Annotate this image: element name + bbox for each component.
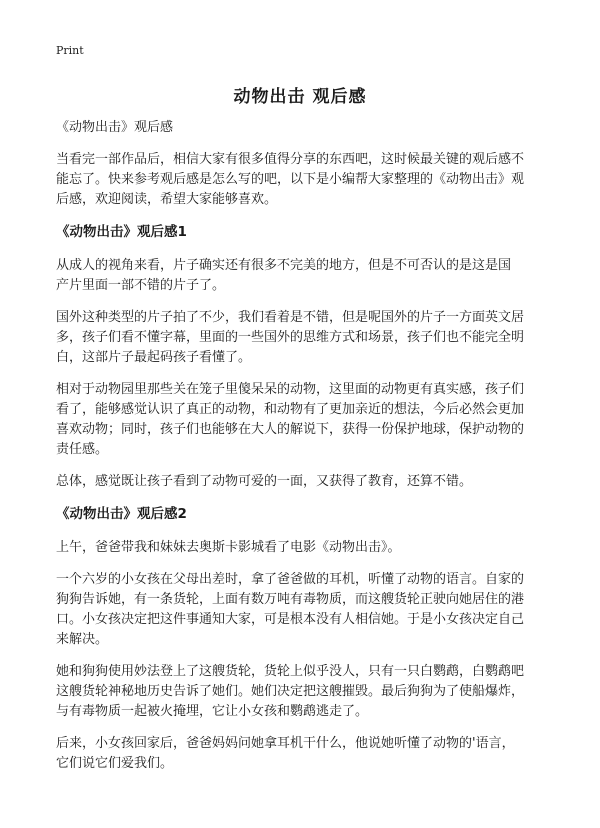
text-line: 国外这种类型的片子拍了不少，我们看着是不错，但是呢国外的片子一方面英文居 bbox=[56, 310, 525, 325]
text-line: 来解决。 bbox=[56, 632, 109, 647]
text-line: 口。小女孩决定把这件事通知大家，可是根本没有人相信她。于是小女孩决定自己 bbox=[56, 612, 525, 627]
section2-paragraph-1 bbox=[56, 538, 550, 558]
text-line: 后感，欢迎阅读，希望大家能够喜欢。 bbox=[56, 192, 278, 207]
text-line: 与有毒物质一起被火掩埋，它让小女孩和鹦鹉逃走了。 bbox=[56, 704, 369, 719]
text-line: 相对于动物园里那些关在笼子里傻呆呆的动物，这里面的动物更有真实感，孩子们 bbox=[56, 382, 525, 397]
section2-paragraph-3 bbox=[56, 662, 550, 722]
document-body bbox=[56, 118, 550, 786]
text-line: 后来，小女孩回家后，爸爸妈妈问她拿耳机干什么，他说她听懂了动物的'语言， bbox=[56, 736, 515, 751]
text-line: 能忘了。快来参考观后感是怎么写的吧，以下是小编帮大家整理的《动物出击》观 bbox=[56, 172, 525, 187]
text-line: 从成人的视角来看，片子确实还有很多不完美的地方，但是不可否认的是这是国 bbox=[56, 258, 512, 273]
text-line: 产片里面一部不错的片子了。 bbox=[56, 278, 226, 293]
document-subtitle: 《动物出击》观后感 bbox=[56, 120, 174, 135]
section-heading-1: 《动物出击》观后感1 bbox=[56, 224, 187, 240]
intro-paragraph bbox=[56, 150, 550, 210]
text-line: 喜欢动物；同时，孩子们也能够在大人的解说下，获得一份保护地球，保护动物的 bbox=[56, 422, 525, 437]
text-line: 总体，感觉既让孩子看到了动物可爱的一面，又获得了教育，还算不错。 bbox=[56, 474, 473, 489]
text-line: 白，这部片子最起码孩子看懂了。 bbox=[56, 350, 252, 365]
section1-paragraph-3 bbox=[56, 380, 550, 460]
text-line: 狗狗告诉她，有一条货轮，上面有数万吨有毒物质，而这艘货轮正驶向她居住的港 bbox=[56, 592, 525, 607]
text-line: 多，孩子们看不懂字幕，里面的一些国外的思维方式和场景，孩子们也不能完全明 bbox=[56, 330, 525, 345]
section-heading-2: 《动物出击》观后感2 bbox=[56, 506, 187, 522]
section1-paragraph-2 bbox=[56, 308, 550, 368]
text-line: 她和狗狗使用妙法登上了这艘货轮，货轮上似乎没人，只有一只白鹦鹉，白鹦鹉吧 bbox=[56, 664, 525, 679]
section2-paragraph-4 bbox=[56, 734, 550, 774]
section2-paragraph-2 bbox=[56, 570, 550, 650]
text-line: 这艘货轮神秘地历史告诉了她们。她们决定把这艘摧毁。最后狗狗为了使船爆炸， bbox=[56, 684, 525, 699]
text-line: 上午，爸爸带我和妹妹去奥斯卡影城看了电影《动物出击》。 bbox=[56, 540, 401, 555]
text-line: 责任感。 bbox=[56, 442, 109, 457]
text-line: 它们说它们爱我们。 bbox=[56, 756, 174, 771]
text-line: 看了，能够感觉认识了真正的动物，和动物有了更加亲近的想法，今后必然会更加 bbox=[56, 402, 525, 417]
section1-paragraph-1 bbox=[56, 256, 550, 296]
print-label: Print bbox=[56, 44, 84, 57]
page-title: 动物出击 观后感 bbox=[233, 87, 367, 107]
text-line: 当看完一部作品后，相信大家有很多值得分享的东西吧，这时候最关键的观后感不 bbox=[56, 152, 525, 167]
section1-paragraph-4 bbox=[56, 472, 550, 492]
text-line: 一个六岁的小女孩在父母出差时，拿了爸爸做的耳机，听懂了动物的语言。自家的 bbox=[56, 572, 525, 587]
